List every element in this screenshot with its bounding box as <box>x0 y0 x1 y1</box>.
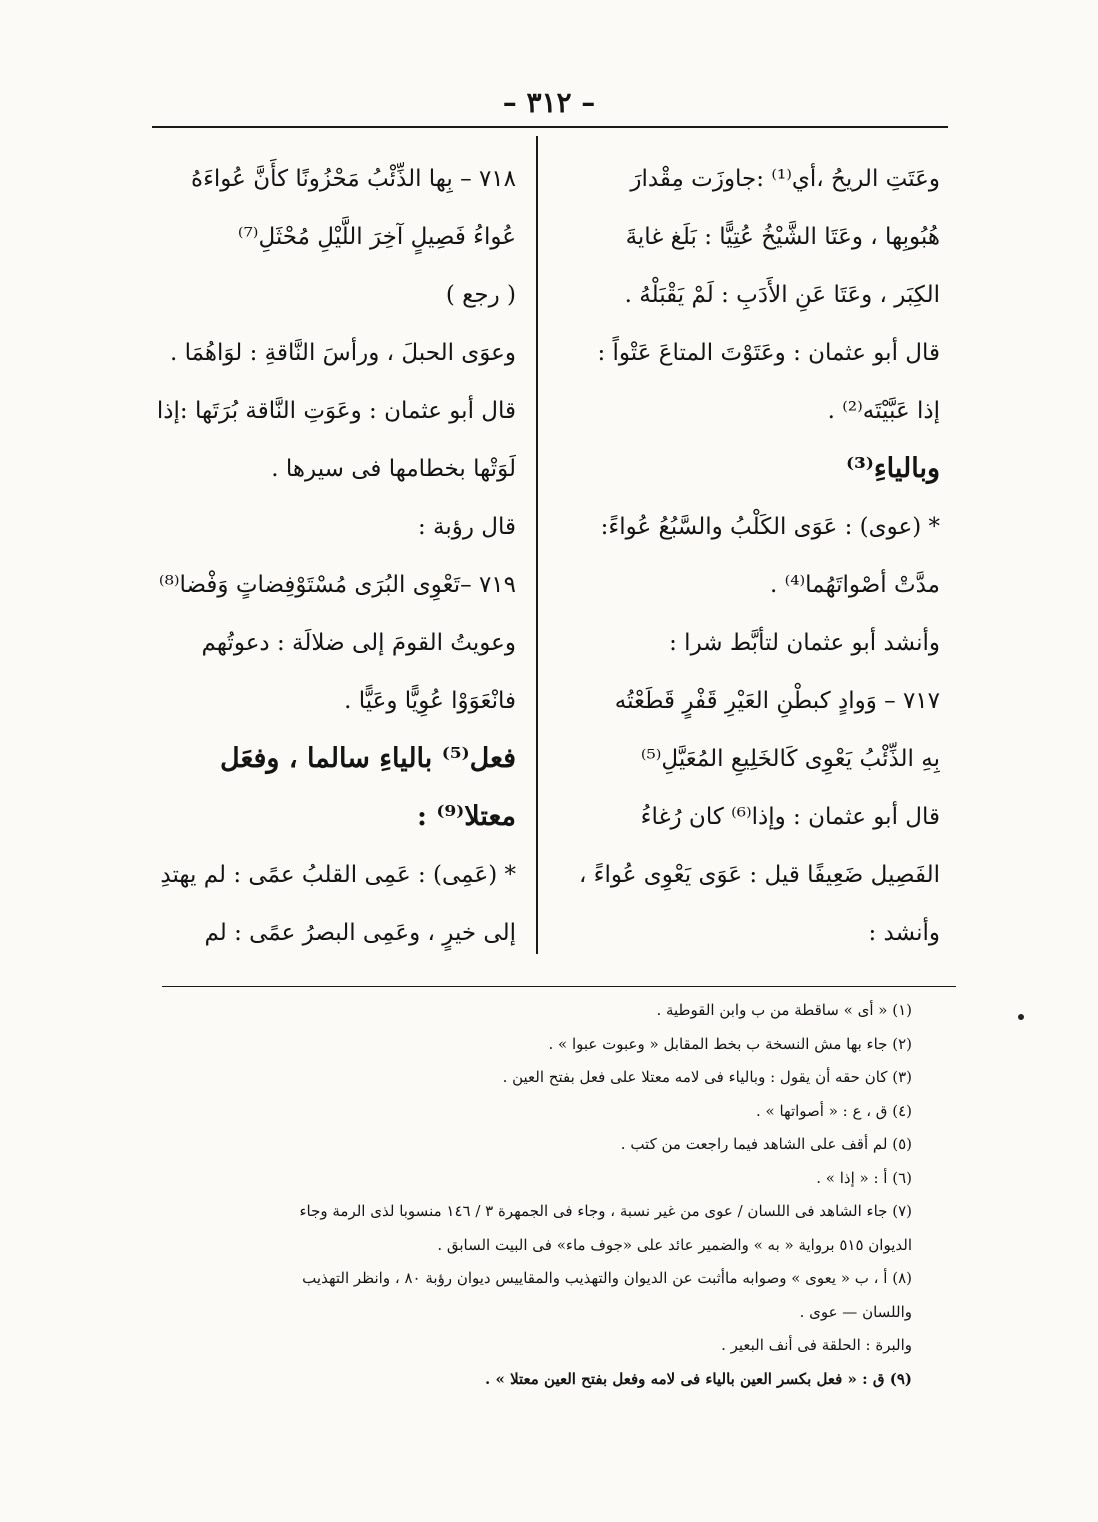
text-line: فانْعَوَوْا عُوِيًّا وعَيًّا . <box>344 688 516 714</box>
entry-line: * (عَمِى) : عَمِى القلبُ عمًى : لم يهتدِ <box>160 862 516 888</box>
text-line: إذا عَبَّيْتَه⁽²⁾ . <box>827 398 940 424</box>
footnote: (٤) ق ، ع : « أصواتها » . <box>755 1101 912 1120</box>
footnote: (٨) أ ، ب « يعوى » وصوابه ماأثبت عن الديوان والتهذيب والمقاييس ديوان رؤبة ٨٠ ، وانظر التهذيب <box>302 1269 912 1287</box>
footnote: (٧) جاء الشاهد فى اللسان / عوى من غير نسبة ، وجاء فى الجمهرة ٣ / ١٤٦ منسوبا لذى الرمة وجاء <box>299 1202 912 1220</box>
text-line: إلى خيرٍ ، وعَمِى البصرُ عمًى : لم <box>204 920 516 946</box>
stray-dot <box>1018 1014 1024 1020</box>
text-line: وأنشد : <box>868 920 940 946</box>
verse-line: ٧١٧ – وَوادٍ كبطْنِ العَيْرِ قَفْرٍ قَطَعْتُه <box>614 688 940 714</box>
section-heading: وبالياءِ⁽³⁾ <box>846 453 940 484</box>
right-column <box>554 150 940 962</box>
verse-line: عُواءُ فَصِيلٍ آخِرَ اللَّيْلِ مُحْثَلِ⁽⁷⁾ <box>237 224 516 250</box>
footnote: (٣) كان حقه أن يقول : وبالياء فى لامه معتلا على فعل بفتح العين . <box>502 1068 912 1086</box>
footnote: واللسان — عوى . <box>799 1302 912 1321</box>
footnote: والبرة : الحلقة فى أنف البعير . <box>721 1336 912 1354</box>
text-line: قال رؤبة : <box>417 514 516 540</box>
section-heading: معتلا⁽⁹⁾ : <box>416 801 516 832</box>
section-heading: فعل⁽⁵⁾ بالياءِ سالما ، وفعَل <box>220 743 516 774</box>
text-line: وعَتَتِ الريحُ ،أي⁽¹⁾ :جاوزَت مِقْدارَ <box>630 166 940 192</box>
verse-line: بِهِ الذِّئْبُ يَعْوِى كَالخَلِيعِ المُعَيَّلِ⁽⁵⁾ <box>640 746 940 772</box>
text-line: الكِبَر ، وعَتَا عَنِ الأَدَبِ : لَمْ يَقْبَلْهُ . <box>624 282 940 308</box>
header-rule <box>152 126 948 128</box>
text-line: قال أبو عثمان : وإذا⁽⁶⁾ كان رُغاءُ <box>640 804 940 830</box>
text-line: وعوَى الحبلَ ، ورأسَ النَّاقةِ : لوَاهُمَا . <box>169 340 516 366</box>
text-line: وأنشد أبو عثمان لتأبَّط شرا : <box>669 630 940 656</box>
footnote: (٦) أ : « إذا » . <box>816 1168 912 1187</box>
text-line: مدَّتْ أصْواتَهُما⁽⁴⁾ . <box>769 572 940 598</box>
left-column <box>134 150 516 962</box>
page-number: – ٣١٢ – <box>502 86 596 119</box>
text-line: لَوَتْها بخطامها فى سيرها . <box>271 456 516 482</box>
text-line: الفَصِيل ضَعِيفًا قيل : عَوَى يَعْوِى عُواءً ، <box>578 862 940 888</box>
footnote: (٥) لم أقف على الشاهد فيما راجعت من كتب . <box>620 1135 912 1153</box>
verse-line: ٧١٨ – بِها الذِّئْبُ مَحْزُونًا كأَنَّ عُواءَهُ <box>191 166 516 192</box>
text-line: هُبُوبِها ، وعَتَا الشَّيْخُ عُتِيًّا : بَلَغ غايةَ <box>625 224 940 250</box>
footnote: (١) « أى » ساقطة من ب وابن القوطية . <box>656 1001 912 1019</box>
text-line: وعويتُ القومَ إلى ضلالَة : دعوتُهم <box>201 630 516 656</box>
footnote-rule <box>162 986 956 987</box>
footnote: الديوان ٥١٥ برواية « به » والضمير عائد على «جوف ماء» فى البيت السابق . <box>437 1235 912 1254</box>
entry-line: * (عوى) : عَوَى الكَلْبُ والسَّبُعُ عُواءً: <box>600 514 940 540</box>
column-divider <box>536 136 538 954</box>
text-line: قال أبو عثمان : وعَوَتِ النَّاقة بُرَتَها :إذا <box>156 398 516 424</box>
text-line: ( رجع ) <box>445 282 516 308</box>
text-line: قال أبو عثمان : وعَتَوْتَ المتاعَ عَتْواً : <box>597 340 940 366</box>
verse-line: ٧١٩ –تَعْوِى البُرَى مُسْتَوْفِضاتٍ وَفْضا⁽⁸⁾ <box>158 572 516 598</box>
footnotes <box>150 994 912 1396</box>
footnote: (٢) جاء بها مش النسخة ب بخط المقابل « وعبوت عبوا » . <box>548 1034 912 1053</box>
footnote: (٩) ق : « فعل بكسر العين بالياء فى لامه وفعل بفتح العين معتلا » . <box>485 1369 912 1388</box>
